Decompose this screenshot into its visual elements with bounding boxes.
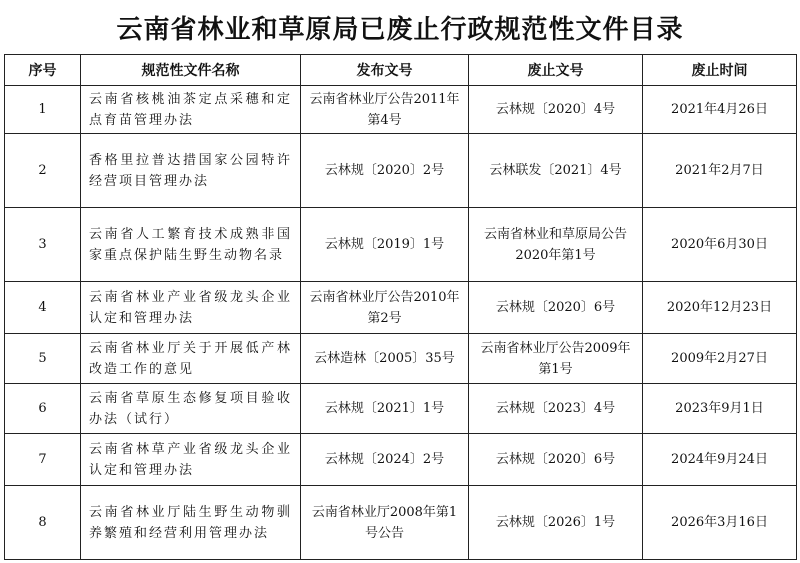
row-seq: 1: [5, 86, 81, 134]
row-abolish-number: 云林规〔2023〕4号: [469, 384, 643, 434]
row-pub-number: 云南省林业厅2008年第1号公告: [301, 486, 469, 560]
row-abolish-number: 云南省林业和草原局公告2020年第1号: [469, 208, 643, 282]
row-pub-number: 云林规〔2024〕2号: [301, 434, 469, 486]
table-row: [5, 208, 797, 282]
header-pub-number: 发布文号: [301, 55, 469, 86]
table-row: [5, 384, 797, 434]
row-doc-name: 云南省林草产业省级龙头企业认定和管理办法: [81, 434, 301, 486]
row-abolish-date: 2024年9月24日: [643, 434, 797, 486]
row-doc-name: 云南省林业厅陆生野生动物驯养繁殖和经营利用管理办法: [81, 486, 301, 560]
row-seq: 7: [5, 434, 81, 486]
row-pub-number: 云林造林〔2005〕35号: [301, 334, 469, 384]
row-pub-number: 云南省林业厅公告2010年第2号: [301, 282, 469, 334]
row-abolish-date: 2021年2月7日: [643, 134, 797, 208]
row-pub-number: 云林规〔2021〕1号: [301, 384, 469, 434]
row-abolish-number: 云林联发〔2021〕4号: [469, 134, 643, 208]
table-row: [5, 282, 797, 334]
row-doc-name: 云南省核桃油茶定点采穗和定点育苗管理办法: [81, 86, 301, 134]
table-row: [5, 486, 797, 560]
table-row: [5, 86, 797, 134]
row-abolish-number: 云南省林业厅公告2009年第1号: [469, 334, 643, 384]
row-doc-name: 云南省人工繁育技术成熟非国家重点保护陆生野生动物名录: [81, 208, 301, 282]
row-abolish-date: 2026年3月16日: [643, 486, 797, 560]
abolished-documents-table: [4, 54, 797, 560]
document-title: 云南省林业和草原局已废止行政规范性文件目录: [116, 14, 684, 45]
row-seq: 3: [5, 208, 81, 282]
row-abolish-number: 云林规〔2020〕6号: [469, 282, 643, 334]
row-seq: 8: [5, 486, 81, 560]
row-pub-number: 云南省林业厅公告2011年第4号: [301, 86, 469, 134]
row-abolish-number: 云林规〔2020〕6号: [469, 434, 643, 486]
row-seq: 4: [5, 282, 81, 334]
row-doc-name: 云南省林业产业省级龙头企业认定和管理办法: [81, 282, 301, 334]
row-abolish-date: 2021年4月26日: [643, 86, 797, 134]
row-abolish-date: 2020年6月30日: [643, 208, 797, 282]
header-name: 规范性文件名称: [81, 55, 301, 86]
table-row: [5, 134, 797, 208]
header-abolish-number: 废止文号: [469, 55, 643, 86]
row-doc-name: 云南省草原生态修复项目验收办法（试行）: [81, 384, 301, 434]
row-abolish-date: 2020年12月23日: [643, 282, 797, 334]
table-row: [5, 334, 797, 384]
row-abolish-number: 云林规〔2020〕4号: [469, 86, 643, 134]
header-abolish-date: 废止时间: [643, 55, 797, 86]
row-pub-number: 云林规〔2019〕1号: [301, 208, 469, 282]
row-abolish-date: 2009年2月27日: [643, 334, 797, 384]
row-doc-name: 云南省林业厅关于开展低产林改造工作的意见: [81, 334, 301, 384]
row-seq: 2: [5, 134, 81, 208]
row-abolish-number: 云林规〔2026〕1号: [469, 486, 643, 560]
table-row: [5, 434, 797, 486]
row-pub-number: 云林规〔2020〕2号: [301, 134, 469, 208]
row-seq: 5: [5, 334, 81, 384]
header-seq: 序号: [5, 55, 81, 86]
row-seq: 6: [5, 384, 81, 434]
row-abolish-date: 2023年9月1日: [643, 384, 797, 434]
table-header-row: [5, 55, 797, 86]
row-doc-name: 香格里拉普达措国家公园特许经营项目管理办法: [81, 134, 301, 208]
